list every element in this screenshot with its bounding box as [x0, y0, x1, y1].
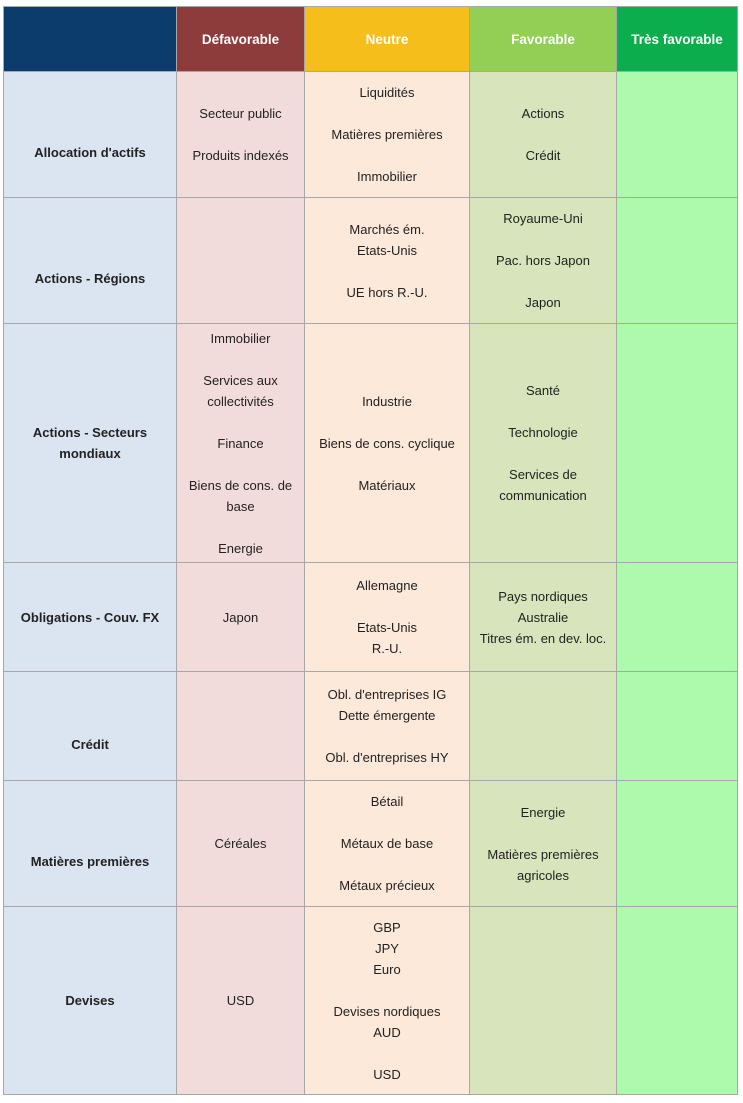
cell-unfavorable — [177, 324, 305, 563]
cell-very-favorable — [617, 324, 738, 563]
cell-unfavorable — [177, 672, 305, 781]
cell-favorable — [470, 781, 617, 907]
cell-favorable — [470, 198, 617, 324]
cell-unfavorable-text: Céréales — [214, 836, 267, 851]
row-label-text: Actions - Régions — [34, 271, 146, 286]
cell-unfavorable-text: Immobilier Services aux collectivités Finance Biens de cons. de base Energie — [188, 330, 293, 556]
cell-neutral — [305, 672, 470, 781]
row-label-text: Obligations - Couv. FX — [20, 609, 160, 625]
cell-very-favorable — [617, 672, 738, 781]
cell-very-favorable — [617, 907, 738, 1095]
cell-unfavorable-text: USD — [226, 993, 255, 1008]
row-label — [4, 563, 177, 672]
table-row-commodities — [4, 781, 738, 907]
cell-favorable-text: Pays nordiques Australie Titres ém. en dev. loc. — [479, 588, 607, 646]
cell-favorable-text: Royaume-Uni Pac. hors Japon Japon — [496, 211, 590, 310]
table-row-currencies — [4, 907, 738, 1095]
cell-very-favorable — [617, 72, 738, 198]
cell-neutral-text: Obl. d'entreprises IG Dette émergente Obl. d'entreprises HY — [325, 687, 449, 765]
row-label-text: Crédit — [71, 736, 109, 752]
row-label — [4, 672, 177, 781]
cell-unfavorable — [177, 198, 305, 324]
row-label-text: Actions - Secteurs mondiaux — [32, 425, 148, 461]
row-label — [4, 72, 177, 198]
cell-neutral — [305, 563, 470, 672]
cell-favorable — [470, 72, 617, 198]
cell-neutral-text: Liquidités Matières premières Immobilier — [331, 85, 443, 184]
cell-neutral-text: Marchés ém. Etats-Unis UE hors R.-U. — [346, 221, 428, 300]
positioning-table — [3, 6, 738, 1095]
row-label-text: Allocation d'actifs — [34, 145, 146, 160]
cell-unfavorable-text: Japon — [222, 609, 259, 625]
cell-very-favorable — [617, 198, 738, 324]
cell-favorable-text: Energie Matières premières agricoles — [487, 804, 599, 883]
cell-favorable-text: Santé Technologie Services de communication — [499, 383, 587, 503]
table-row-equity-regions — [4, 198, 738, 324]
cell-very-favorable — [617, 781, 738, 907]
header-unfavorable: Défavorable — [177, 7, 305, 72]
cell-neutral — [305, 72, 470, 198]
cell-favorable — [470, 907, 617, 1095]
header-favorable: Favorable — [470, 7, 617, 72]
cell-favorable — [470, 324, 617, 563]
table-row-bonds-hedged — [4, 563, 738, 672]
cell-neutral-text: Industrie Biens de cons. cyclique Matériaux — [319, 393, 455, 493]
header-corner — [4, 7, 177, 72]
row-label-text: Devises — [65, 993, 115, 1008]
header-neutral: Neutre — [305, 7, 470, 72]
row-label — [4, 324, 177, 563]
cell-neutral-text: GBP JPY Euro Devises nordiques AUD USD — [333, 919, 441, 1082]
row-label-text: Matières premières — [30, 854, 150, 869]
cell-neutral — [305, 198, 470, 324]
table-row-asset-allocation — [4, 72, 738, 198]
header-very-favorable: Très favorable — [617, 7, 738, 72]
table-row-equity-sectors — [4, 324, 738, 563]
cell-unfavorable-text: Secteur public Produits indexés — [192, 106, 289, 163]
cell-unfavorable — [177, 781, 305, 907]
cell-unfavorable — [177, 907, 305, 1095]
cell-neutral-text: Bétail Métaux de base Métaux précieux — [339, 794, 435, 893]
cell-unfavorable — [177, 72, 305, 198]
cell-neutral — [305, 907, 470, 1095]
header-row — [4, 7, 738, 72]
row-label — [4, 198, 177, 324]
cell-neutral — [305, 324, 470, 563]
cell-neutral-text: Allemagne Etats-Unis R.-U. — [356, 578, 418, 656]
cell-favorable — [470, 563, 617, 672]
cell-neutral — [305, 781, 470, 907]
cell-favorable-text: Actions Crédit — [521, 106, 565, 163]
cell-very-favorable — [617, 563, 738, 672]
table-row-credit — [4, 672, 738, 781]
row-label — [4, 907, 177, 1095]
row-label — [4, 781, 177, 907]
cell-favorable — [470, 672, 617, 781]
cell-unfavorable — [177, 563, 305, 672]
